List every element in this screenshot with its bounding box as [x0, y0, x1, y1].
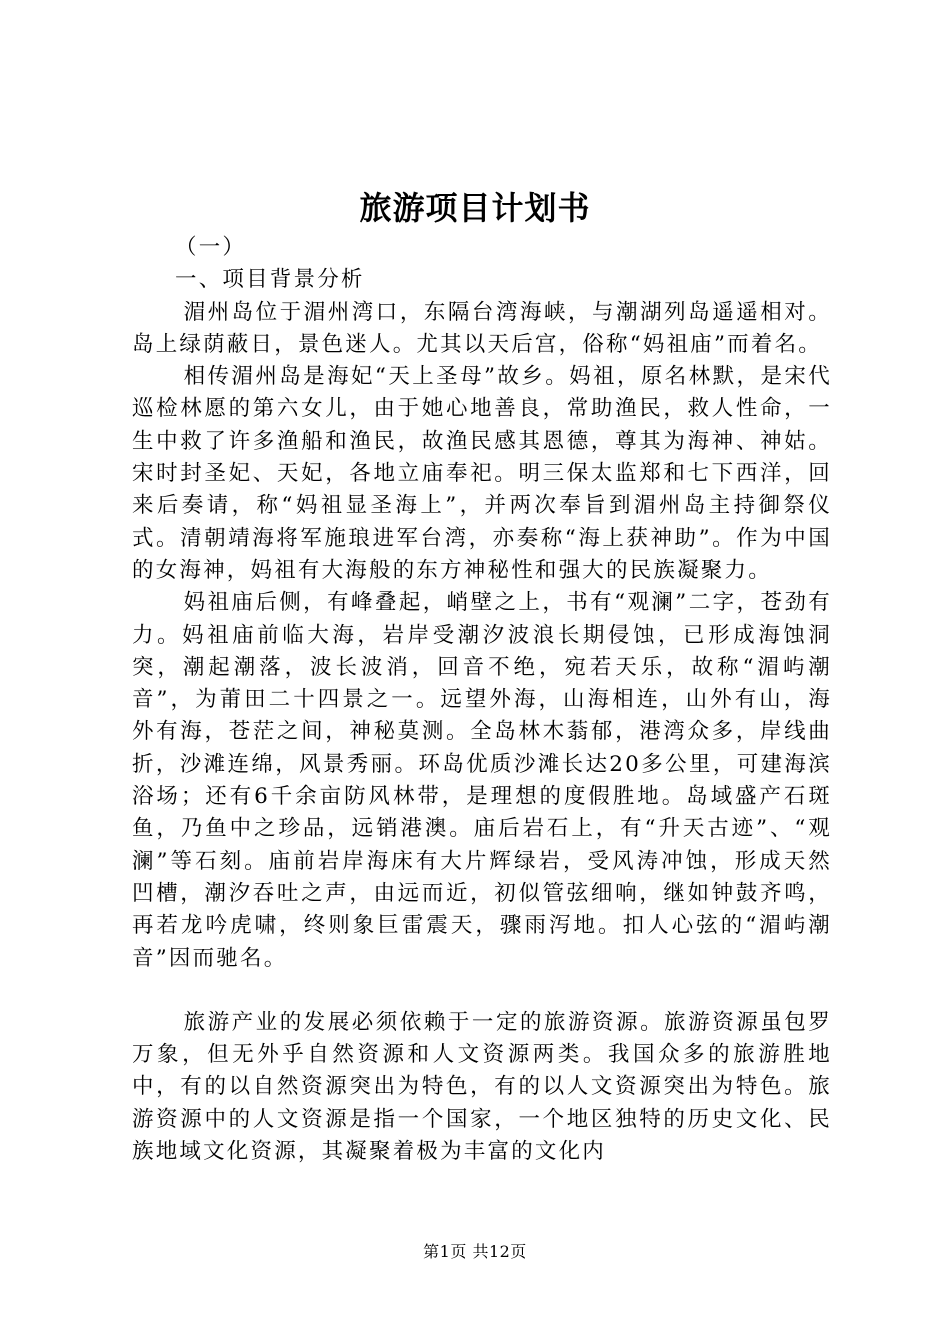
- paragraph-1: 湄州岛位于湄州湾口，东隔台湾海峡，与潮湖列岛遥遥相对。岛上绿荫蔽日，景色迷人。尤其以天后宫，俗称“妈祖庙”而着名。: [132, 299, 832, 357]
- document-body: [132, 232, 832, 1168]
- page-footer: 第1页 共12页: [423, 1242, 527, 1261]
- paragraph-2: 相传湄州岛是海妃“天上圣母”故乡。妈祖，原名林默，是宋代巡检林愿的第六女儿，由于她心地善良，常助渔民，救人性命，一生中救了许多渔船和渔民，故渔民感其恩德，尊其为海神、神姑。宋时封圣妃、天妃，各地立庙奉祀。明三保太监郑和七下西洋，回来后奏请，称“妈祖显圣海上”，并两次奉旨到湄州岛主持御祭仪式。清朝靖海将军施琅进军台湾，亦奏称“海上获神助”。作为中国的女海神，妈祖有大海般的东方神秘性和强大的民族凝聚力。: [132, 364, 832, 583]
- paragraph-3: 妈祖庙后侧，有峰叠起，峭壁之上，书有“观澜”二字，苍劲有力。妈祖庙前临大海，岩岸受潮汐波浪长期侵蚀，已形成海蚀洞突，潮起潮落，波长波消，回音不绝，宛若天乐，故称“湄屿潮音”，为莆田二十四景之一。远望外海，山海相连，山外有山，海外有海，苍茫之间，神秘莫测。全岛林木蓊郁，港湾众多，岸线曲折，沙滩连绵，风景秀丽。环岛优质沙滩长达20多公里，可建海滨浴场；还有6千余亩防风林带，是理想的度假胜地。岛域盛产石斑鱼，乃鱼中之珍品，远销港澳。庙后岩石上，有“升天古迹”、“观澜”等石刻。庙前岩岸海床有大片辉绿岩，受风涛冲蚀，形成天然凹槽，潮汐吞吐之声，由远而近，初似管弦细响，继如钟鼓齐鸣，再若龙吟虎啸，终则象巨雷震天，骤雨泻地。扣人心弦的“湄屿潮音”因而驰名。: [132, 590, 832, 971]
- paragraph-4: 旅游产业的发展必须依赖于一定的旅游资源。旅游资源虽包罗万象，但无外乎自然资源和人文资源两类。我国众多的旅游胜地中，有的以自然资源突出为特色，有的以人文资源突出为特色。旅游资源中的人文资源是指一个国家，一个地区独特的历史文化、民族地域文化资源，其凝聚着极为丰富的文化内: [132, 1009, 832, 1165]
- section-heading: 一、项目背景分析: [175, 267, 365, 293]
- section-number: （一）: [175, 235, 247, 260]
- document-title: 旅游项目计划书: [359, 189, 591, 227]
